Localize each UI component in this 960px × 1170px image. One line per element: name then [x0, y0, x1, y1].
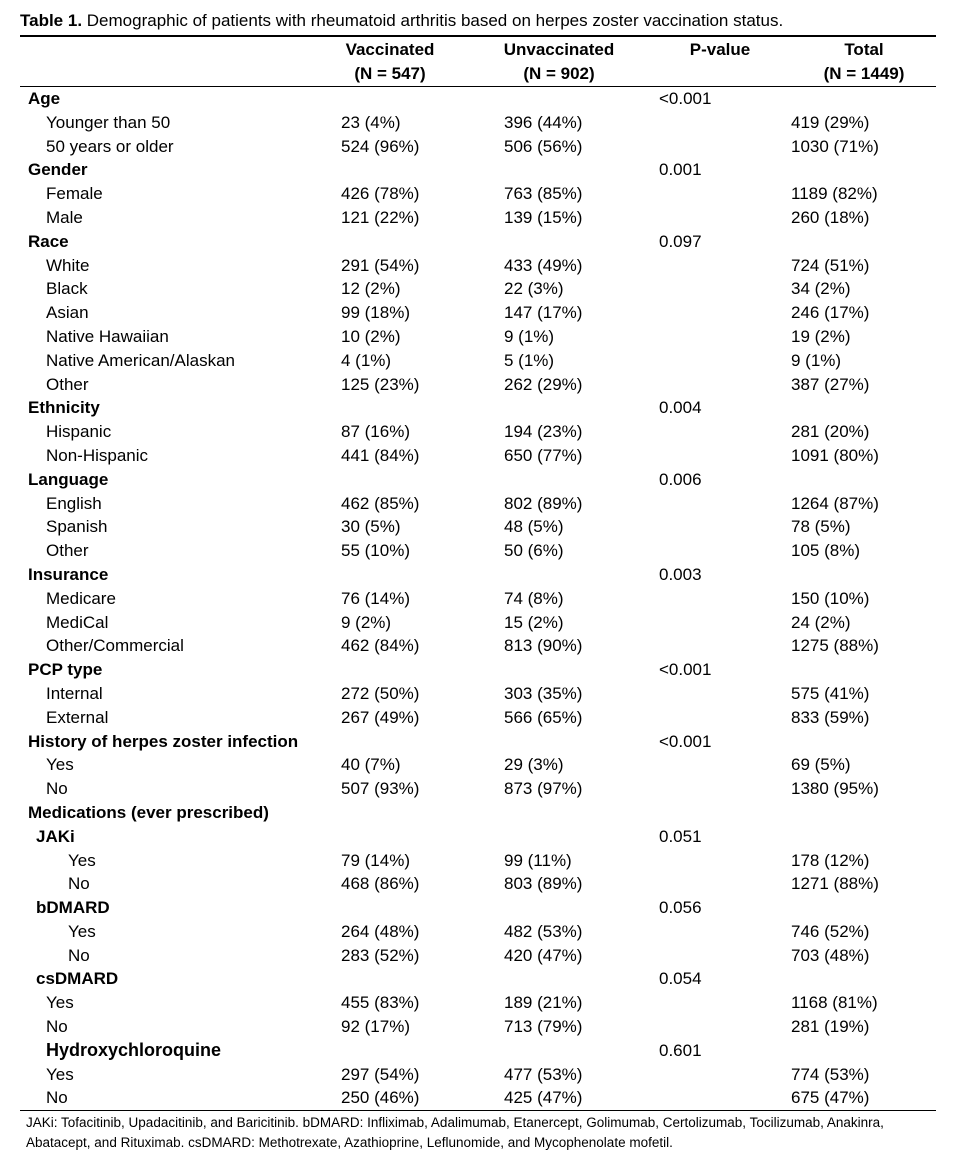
cell-pvalue: 0.003	[659, 564, 702, 584]
cell-vaccinated: 507 (93%)	[341, 779, 420, 799]
header-unvaccinated-label: Unvaccinated	[503, 40, 615, 59]
table-row	[20, 825, 936, 849]
cell-total: 833 (59%)	[791, 707, 870, 727]
cell-unvaccinated: 15 (2%)	[504, 612, 564, 632]
cell-pvalue: <0.001	[659, 89, 712, 108]
table-row	[20, 254, 936, 278]
cell-unvaccinated: 650 (77%)	[504, 445, 583, 465]
cell-pvalue: 0.006	[659, 469, 702, 489]
header-total	[800, 38, 928, 86]
table-row	[20, 706, 936, 730]
cell-unvaccinated: 566 (65%)	[504, 707, 583, 727]
table-row	[20, 206, 936, 230]
cell-unvaccinated: 139 (15%)	[504, 207, 583, 227]
table-row	[20, 230, 936, 254]
cell-pvalue: <0.001	[659, 660, 712, 680]
cell-total: 675 (47%)	[791, 1088, 870, 1108]
cell-unvaccinated: 506 (56%)	[504, 136, 583, 156]
table-row	[20, 920, 936, 944]
cell-total: 1030 (71%)	[791, 136, 879, 156]
cell-vaccinated: 441 (84%)	[341, 445, 420, 465]
cell-pvalue: 0.051	[659, 826, 702, 846]
cell-total: 419 (29%)	[791, 112, 870, 132]
row-label: MediCal	[46, 612, 109, 632]
table-row	[20, 325, 936, 349]
cell-unvaccinated: 803 (89%)	[504, 874, 583, 894]
table-row	[20, 1063, 936, 1087]
row-label: No	[46, 779, 68, 799]
row-label: No	[46, 1088, 68, 1108]
cell-unvaccinated: 425 (47%)	[504, 1088, 583, 1108]
row-label: Age	[28, 89, 61, 108]
cell-total: 1189 (82%)	[791, 184, 878, 204]
cell-pvalue: 0.004	[659, 398, 702, 418]
header-unvaccinated-n: (N = 902)	[523, 64, 595, 83]
cell-vaccinated: 30 (5%)	[341, 517, 401, 537]
table-row	[20, 991, 936, 1015]
cell-vaccinated: 92 (17%)	[341, 1017, 410, 1037]
cell-unvaccinated: 802 (89%)	[504, 493, 583, 513]
header-total-n: (N = 1449)	[823, 64, 905, 83]
table-row	[20, 349, 936, 373]
cell-total: 19 (2%)	[791, 326, 851, 346]
cell-unvaccinated: 873 (97%)	[504, 779, 583, 799]
row-label: Language	[28, 469, 109, 489]
cell-vaccinated: 297 (54%)	[341, 1064, 420, 1084]
cell-total: 69 (5%)	[791, 755, 851, 775]
cell-total: 1380 (95%)	[791, 779, 879, 799]
cell-pvalue: 0.097	[659, 231, 702, 251]
cell-total: 724 (51%)	[791, 255, 870, 275]
cell-unvaccinated: 262 (29%)	[504, 374, 583, 394]
cell-vaccinated: 462 (85%)	[341, 493, 420, 513]
cell-vaccinated: 468 (86%)	[341, 874, 420, 894]
row-label: No	[46, 1017, 68, 1037]
cell-vaccinated: 9 (2%)	[341, 612, 392, 632]
row-label: Hispanic	[46, 422, 112, 442]
row-label: History of herpes zoster infection	[28, 731, 299, 751]
row-label: Native American/Alaskan	[46, 350, 235, 370]
row-label: External	[46, 707, 109, 727]
row-label: Asian	[46, 303, 89, 323]
header-vaccinated-label: Vaccinated	[345, 40, 435, 59]
cell-vaccinated: 99 (18%)	[341, 303, 410, 323]
header-pvalue	[670, 38, 770, 62]
cell-unvaccinated: 303 (35%)	[504, 683, 583, 703]
table-row	[20, 849, 936, 873]
header-unvaccinated	[484, 38, 634, 86]
cell-unvaccinated: 813 (90%)	[504, 636, 583, 656]
row-label: Gender	[28, 160, 88, 180]
table-row	[20, 444, 936, 468]
table-body	[20, 87, 936, 1110]
cell-vaccinated: 250 (46%)	[341, 1088, 420, 1108]
table-row	[20, 801, 936, 825]
cell-unvaccinated: 482 (53%)	[504, 921, 583, 941]
cell-vaccinated: 524 (96%)	[341, 136, 420, 156]
cell-unvaccinated: 29 (3%)	[504, 755, 564, 775]
table-row	[20, 587, 936, 611]
table-row	[20, 967, 936, 991]
cell-vaccinated: 426 (78%)	[341, 184, 420, 204]
row-label: csDMARD	[36, 969, 119, 989]
cell-total: 387 (27%)	[791, 374, 870, 394]
table-row	[20, 492, 936, 516]
table-row	[20, 182, 936, 206]
row-label: Other	[46, 374, 89, 394]
cell-pvalue: 0.054	[659, 969, 702, 989]
table-row	[20, 515, 936, 539]
table-row	[20, 373, 936, 397]
table-footnote: JAKi: Tofacitinib, Upadacitinib, and Baricitinib. bDMARD: Infliximab, Adalimumab, Etanercept, Golimumab, Certolizumab, Tocilizumab, Anakinra, Abatacept, and Rituximab. csDMARD: Methotrexate, Azathioprine, Leflunomide, and Mycophenolate mofetil.	[26, 1115, 884, 1150]
row-label: Other/Commercial	[46, 636, 184, 656]
cell-unvaccinated: 99 (11%)	[504, 850, 572, 870]
cell-unvaccinated: 5 (1%)	[504, 350, 555, 370]
row-label: Insurance	[28, 564, 109, 584]
table-row	[20, 135, 936, 159]
cell-unvaccinated: 147 (17%)	[504, 303, 583, 323]
cell-vaccinated: 87 (16%)	[341, 422, 410, 442]
table-row	[20, 896, 936, 920]
cell-vaccinated: 10 (2%)	[341, 326, 401, 346]
row-label: JAKi	[36, 826, 75, 846]
header-total-label: Total	[844, 40, 884, 59]
cell-total: 746 (52%)	[791, 921, 870, 941]
header-vaccinated	[320, 38, 460, 86]
row-label: Yes	[68, 850, 96, 870]
row-label: Medicare	[46, 588, 116, 608]
cell-total: 178 (12%)	[791, 850, 870, 870]
table-row	[20, 872, 936, 896]
cell-vaccinated: 264 (48%)	[341, 921, 420, 941]
cell-unvaccinated: 22 (3%)	[504, 279, 564, 299]
cell-unvaccinated: 433 (49%)	[504, 255, 583, 275]
cell-unvaccinated: 763 (85%)	[504, 184, 583, 204]
row-label: Race	[28, 231, 69, 251]
table-row	[20, 682, 936, 706]
cell-total: 34 (2%)	[791, 279, 851, 299]
row-label: Female	[46, 184, 103, 204]
cell-total: 774 (53%)	[791, 1064, 870, 1084]
row-label: No	[68, 945, 90, 965]
row-label: Hydroxychloroquine	[46, 1039, 222, 1060]
cell-total: 1264 (87%)	[791, 493, 879, 513]
cell-total: 1271 (88%)	[791, 874, 879, 894]
cell-pvalue: <0.001	[659, 731, 712, 751]
row-label: bDMARD	[36, 898, 110, 918]
cell-pvalue: 0.601	[659, 1040, 702, 1060]
cell-total: 281 (19%)	[791, 1017, 870, 1037]
cell-total: 105 (8%)	[791, 541, 860, 561]
cell-vaccinated: 283 (52%)	[341, 945, 420, 965]
cell-unvaccinated: 50 (6%)	[504, 541, 564, 561]
cell-vaccinated: 125 (23%)	[341, 374, 420, 394]
table-row	[20, 158, 936, 182]
cell-vaccinated: 12 (2%)	[341, 279, 401, 299]
table-caption-label: Table 1.	[20, 11, 83, 30]
cell-vaccinated: 455 (83%)	[341, 993, 420, 1013]
table-row	[20, 468, 936, 492]
cell-vaccinated: 462 (84%)	[341, 636, 420, 656]
cell-unvaccinated: 396 (44%)	[504, 112, 583, 132]
cell-vaccinated: 40 (7%)	[341, 755, 401, 775]
row-label: Native Hawaiian	[46, 326, 169, 346]
table-row	[20, 420, 936, 444]
cell-total: 281 (20%)	[791, 422, 870, 442]
cell-unvaccinated: 48 (5%)	[504, 517, 564, 537]
row-label: Yes	[46, 1064, 74, 1084]
row-label: Ethnicity	[28, 398, 100, 418]
cell-unvaccinated: 189 (21%)	[504, 993, 583, 1013]
cell-vaccinated: 55 (10%)	[341, 541, 410, 561]
cell-unvaccinated: 74 (8%)	[504, 588, 564, 608]
bottom-rule	[20, 1110, 936, 1111]
row-label: Black	[46, 279, 88, 299]
cell-total: 1275 (88%)	[791, 636, 879, 656]
table-row	[20, 634, 936, 658]
row-label: Internal	[46, 683, 103, 703]
cell-total: 1168 (81%)	[791, 993, 878, 1013]
row-label: White	[46, 255, 90, 275]
row-label: Yes	[46, 755, 74, 775]
row-label: No	[68, 874, 90, 894]
cell-total: 246 (17%)	[791, 303, 870, 323]
cell-vaccinated: 76 (14%)	[341, 588, 410, 608]
top-rule	[20, 35, 936, 37]
table-row	[20, 944, 936, 968]
table-row	[20, 87, 936, 111]
table-caption-text: Demographic of patients with rheumatoid arthritis based on herpes zoster vaccination status.	[82, 11, 784, 30]
cell-total: 9 (1%)	[791, 350, 842, 370]
cell-unvaccinated: 477 (53%)	[504, 1064, 583, 1084]
cell-vaccinated: 272 (50%)	[341, 683, 420, 703]
table-caption	[20, 10, 940, 32]
cell-total: 703 (48%)	[791, 945, 870, 965]
table-row	[20, 277, 936, 301]
row-label: Yes	[68, 921, 96, 941]
table-row	[20, 563, 936, 587]
cell-unvaccinated: 420 (47%)	[504, 945, 583, 965]
cell-total: 24 (2%)	[791, 612, 851, 632]
row-label: 50 years or older	[46, 136, 174, 156]
table-row	[20, 658, 936, 682]
cell-vaccinated: 23 (4%)	[341, 112, 401, 132]
table-row	[20, 111, 936, 135]
table-row	[20, 777, 936, 801]
table-row	[20, 301, 936, 325]
row-label: Yes	[46, 993, 74, 1013]
cell-vaccinated: 291 (54%)	[341, 255, 420, 275]
cell-vaccinated: 121 (22%)	[341, 207, 420, 227]
cell-vaccinated: 267 (49%)	[341, 707, 420, 727]
table-row	[20, 396, 936, 420]
header-vaccinated-n: (N = 547)	[354, 64, 426, 83]
row-label: English	[46, 493, 102, 513]
table-row	[20, 1086, 936, 1110]
cell-pvalue: 0.001	[659, 160, 702, 180]
cell-vaccinated: 79 (14%)	[341, 850, 410, 870]
table-row	[20, 753, 936, 777]
cell-total: 575 (41%)	[791, 683, 870, 703]
table-row	[20, 730, 936, 754]
cell-total: 260 (18%)	[791, 207, 870, 227]
row-label: Non-Hispanic	[46, 445, 149, 465]
row-label: Other	[46, 541, 89, 561]
row-label: Medications (ever prescribed)	[28, 802, 269, 822]
row-label: PCP type	[28, 660, 103, 680]
table-row	[20, 539, 936, 563]
cell-total: 78 (5%)	[791, 517, 851, 537]
cell-total: 1091 (80%)	[791, 445, 879, 465]
cell-pvalue: 0.056	[659, 898, 702, 918]
cell-vaccinated: 4 (1%)	[341, 350, 392, 370]
row-label: Spanish	[46, 517, 108, 537]
row-label: Male	[46, 207, 83, 227]
cell-total: 150 (10%)	[791, 588, 870, 608]
cell-unvaccinated: 194 (23%)	[504, 422, 583, 442]
cell-unvaccinated: 713 (79%)	[504, 1017, 583, 1037]
header-pvalue-label: P-value	[689, 40, 751, 59]
table-row	[20, 611, 936, 635]
table-row	[20, 1015, 936, 1039]
table-row	[20, 1039, 936, 1063]
cell-unvaccinated: 9 (1%)	[504, 326, 555, 346]
row-label: Younger than 50	[46, 112, 171, 132]
